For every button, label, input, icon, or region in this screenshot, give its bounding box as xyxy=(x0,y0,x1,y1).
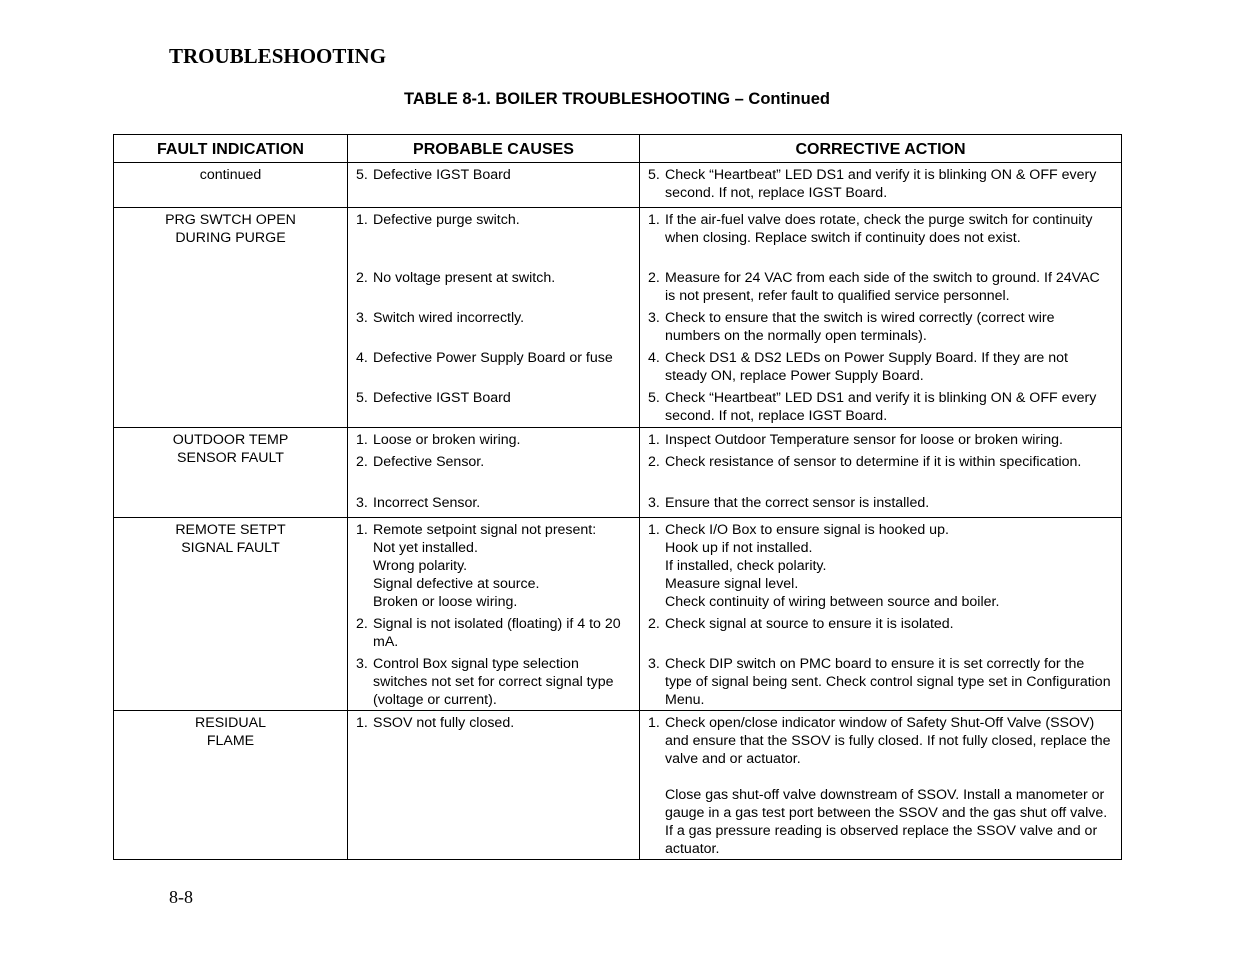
action-text: Ensure that the correct sensor is installed. xyxy=(665,495,930,511)
corrective-action-cell xyxy=(640,518,1122,711)
cause-entry xyxy=(356,714,631,854)
cause-sub-line: Not yet installed. xyxy=(373,540,478,556)
action-text: Check DIP switch on PMC board to ensure it is set correctly for the type of signal being sent. Check control signal type set in Configuration Menu. xyxy=(665,656,1111,708)
probable-causes-cell xyxy=(348,208,640,428)
cause-text: Defective IGST Board xyxy=(373,390,511,406)
cause-entry xyxy=(356,269,631,309)
cause-text: SSOV not fully closed. xyxy=(373,715,515,731)
fault-indication-cell xyxy=(114,711,348,860)
cause-item xyxy=(356,453,631,471)
cause-entry xyxy=(356,166,631,206)
action-sub-line: Hook up if not installed. xyxy=(665,540,813,556)
action-paragraph: Close gas shut-off valve downstream of SSOV. Install a manometer or gauge in a gas test port between the SSOV and the gas shut off valve. If a gas pressure reading is observed replace the SSOV valve and or actuator. xyxy=(665,787,1108,857)
cause-text: Defective Power Supply Board or fuse xyxy=(373,350,613,366)
action-entry xyxy=(648,714,1113,858)
cause-number: 2. xyxy=(356,270,368,286)
action-number: 5. xyxy=(648,390,660,406)
fault-line: SENSOR FAULT xyxy=(177,450,284,466)
cause-entry xyxy=(356,655,631,709)
cause-number: 5. xyxy=(356,390,368,406)
cause-entry xyxy=(356,309,631,349)
fault-line: continued xyxy=(199,167,262,183)
action-number: 1. xyxy=(648,522,660,538)
action-text: Check I/O Box to ensure signal is hooked up. xyxy=(665,522,949,538)
cause-number: 5. xyxy=(356,167,368,183)
action-number: 1. xyxy=(648,212,660,228)
fault-line: SIGNAL FAULT xyxy=(181,540,280,556)
action-sub-line: If installed, check polarity. xyxy=(665,558,827,574)
action-item xyxy=(648,431,1113,449)
table-caption: TABLE 8-1. BOILER TROUBLESHOOTING – Continued xyxy=(404,90,830,108)
action-text: Check DS1 & DS2 LEDs on Power Supply Board. If they are not steady ON, replace Power Supply Board. xyxy=(665,350,1068,384)
action-number: 5. xyxy=(648,167,660,183)
cause-item xyxy=(356,655,631,709)
fault-line: PRG SWTCH OPEN xyxy=(165,212,296,228)
table-row xyxy=(114,208,1122,428)
cause-text: Defective Sensor. xyxy=(373,454,485,470)
cause-number: 1. xyxy=(356,212,368,228)
cause-item xyxy=(356,431,631,449)
action-entry xyxy=(648,389,1113,425)
table-body xyxy=(114,163,1122,860)
fault-line: RESIDUAL xyxy=(195,715,266,731)
header-probable-causes: PROBABLE CAUSES xyxy=(348,135,640,163)
cause-item xyxy=(356,211,631,229)
fault-indication-cell xyxy=(114,163,348,208)
action-item xyxy=(648,349,1113,385)
action-number: 3. xyxy=(648,495,660,511)
cause-item xyxy=(356,166,631,184)
action-item xyxy=(648,389,1113,425)
fault-indication-cell xyxy=(114,208,348,428)
table-row xyxy=(114,518,1122,711)
header-fault-indication: FAULT INDICATION xyxy=(114,135,348,163)
fault-line: OUTDOOR TEMP xyxy=(172,432,289,448)
cause-number: 3. xyxy=(356,310,368,326)
action-entry xyxy=(648,453,1113,494)
action-entry xyxy=(648,211,1113,269)
action-item xyxy=(648,269,1113,305)
action-item xyxy=(648,615,1113,633)
cause-entry xyxy=(356,431,631,453)
action-text: Check “Heartbeat” LED DS1 and verify it is blinking ON & OFF every second. If not, replace IGST Board. xyxy=(665,390,1097,424)
cause-number: 4. xyxy=(356,350,368,366)
corrective-action-cell xyxy=(640,208,1122,428)
action-entry xyxy=(648,615,1113,655)
action-item xyxy=(648,521,1113,539)
cause-item xyxy=(356,309,631,327)
action-paragraph-gap xyxy=(648,768,1113,786)
action-number: 2. xyxy=(648,454,660,470)
troubleshooting-table xyxy=(113,134,1122,860)
action-text: Check “Heartbeat” LED DS1 and verify it is blinking ON & OFF every second. If not, replace IGST Board. xyxy=(665,167,1097,201)
cause-item xyxy=(356,615,631,651)
action-text: Check resistance of sensor to determine if it is within specification. xyxy=(665,454,1082,470)
action-item xyxy=(648,714,1113,768)
action-text: Check signal at source to ensure it is isolated. xyxy=(665,616,954,632)
table-row xyxy=(114,163,1122,208)
fault-indication-cell xyxy=(114,428,348,518)
action-entry xyxy=(648,431,1113,453)
cause-text: Defective IGST Board xyxy=(373,167,511,183)
corrective-action-cell xyxy=(640,711,1122,860)
cause-item xyxy=(356,521,631,539)
cause-item xyxy=(356,349,631,367)
cause-text: Incorrect Sensor. xyxy=(373,495,481,511)
action-entry xyxy=(648,309,1113,349)
cause-entry xyxy=(356,615,631,655)
cause-entry xyxy=(356,494,631,516)
cause-number: 3. xyxy=(356,495,368,511)
probable-causes-cell xyxy=(348,163,640,208)
probable-causes-cell xyxy=(348,518,640,711)
action-number: 3. xyxy=(648,656,660,672)
cause-number: 2. xyxy=(356,454,368,470)
table-row xyxy=(114,428,1122,518)
action-number: 3. xyxy=(648,310,660,326)
action-entry xyxy=(648,655,1113,709)
cause-entry xyxy=(356,389,631,411)
action-item xyxy=(648,494,1113,512)
cause-text: Control Box signal type selection switches not set for correct signal type (voltage or current). xyxy=(373,656,614,708)
action-text: Check open/close indicator window of Safety Shut-Off Valve (SSOV) and ensure that the SSOV is fully closed. If not fully closed, replace the valve and or actuator. xyxy=(665,715,1111,767)
cause-entry xyxy=(356,521,631,615)
action-entry xyxy=(648,521,1113,615)
action-number: 2. xyxy=(648,616,660,632)
cause-sub-line: Signal defective at source. xyxy=(373,576,540,592)
fault-line: REMOTE SETPT xyxy=(175,522,286,538)
cause-text: Switch wired incorrectly. xyxy=(373,310,525,326)
cause-entry xyxy=(356,349,631,389)
cause-entry xyxy=(356,211,631,269)
action-sub-line: Check continuity of wiring between source and boiler. xyxy=(665,594,1000,610)
action-text: Measure for 24 VAC from each side of the switch to ground. If 24VAC is not present, refer fault to qualified service personnel. xyxy=(665,270,1100,304)
action-entry xyxy=(648,349,1113,389)
cause-number: 3. xyxy=(356,656,368,672)
cause-sub-line: Wrong polarity. xyxy=(373,558,468,574)
action-entry xyxy=(648,166,1113,206)
cause-item xyxy=(356,714,631,732)
cause-text: No voltage present at switch. xyxy=(373,270,556,286)
action-number: 1. xyxy=(648,432,660,448)
action-item xyxy=(648,453,1113,471)
corrective-action-cell xyxy=(640,163,1122,208)
cause-item xyxy=(356,494,631,512)
action-text: Inspect Outdoor Temperature sensor for loose or broken wiring. xyxy=(665,432,1063,448)
action-number: 4. xyxy=(648,350,660,366)
action-sub-line: Measure signal level. xyxy=(665,576,799,592)
cause-number: 2. xyxy=(356,616,368,632)
fault-line: DURING PURGE xyxy=(175,230,286,246)
action-number: 2. xyxy=(648,270,660,286)
cause-text: Loose or broken wiring. xyxy=(373,432,521,448)
fault-line: FLAME xyxy=(206,733,255,749)
fault-indication-cell xyxy=(114,518,348,711)
action-number: 1. xyxy=(648,715,660,731)
action-entry xyxy=(648,269,1113,309)
cause-item xyxy=(356,269,631,287)
corrective-action-cell xyxy=(640,428,1122,518)
cause-number: 1. xyxy=(356,715,368,731)
action-item xyxy=(648,166,1113,202)
cause-text: Defective purge switch. xyxy=(373,212,520,228)
action-item xyxy=(648,211,1113,247)
cause-text: Remote setpoint signal not present: xyxy=(373,522,597,538)
action-item xyxy=(648,309,1113,345)
cause-item xyxy=(356,389,631,407)
header-corrective-action: CORRECTIVE ACTION xyxy=(640,135,1122,163)
probable-causes-cell xyxy=(348,428,640,518)
cause-sub-line: Broken or loose wiring. xyxy=(373,594,518,610)
action-text: If the air-fuel valve does rotate, check the purge switch for continuity when closing. Replace switch if continuity does not exist. xyxy=(665,212,1093,246)
action-entry xyxy=(648,494,1113,516)
header-row xyxy=(114,135,1122,163)
page-number: 8-8 xyxy=(169,887,193,907)
table-row xyxy=(114,711,1122,860)
cause-text: Signal is not isolated (floating) if 4 to 20 mA. xyxy=(373,616,621,650)
section-title: TROUBLESHOOTING xyxy=(169,44,387,68)
cause-number: 1. xyxy=(356,522,368,538)
cause-entry xyxy=(356,453,631,494)
cause-number: 1. xyxy=(356,432,368,448)
action-item xyxy=(648,655,1113,709)
probable-causes-cell xyxy=(348,711,640,860)
action-text: Check to ensure that the switch is wired correctly (correct wire numbers on the normally open terminals). xyxy=(665,310,1055,344)
